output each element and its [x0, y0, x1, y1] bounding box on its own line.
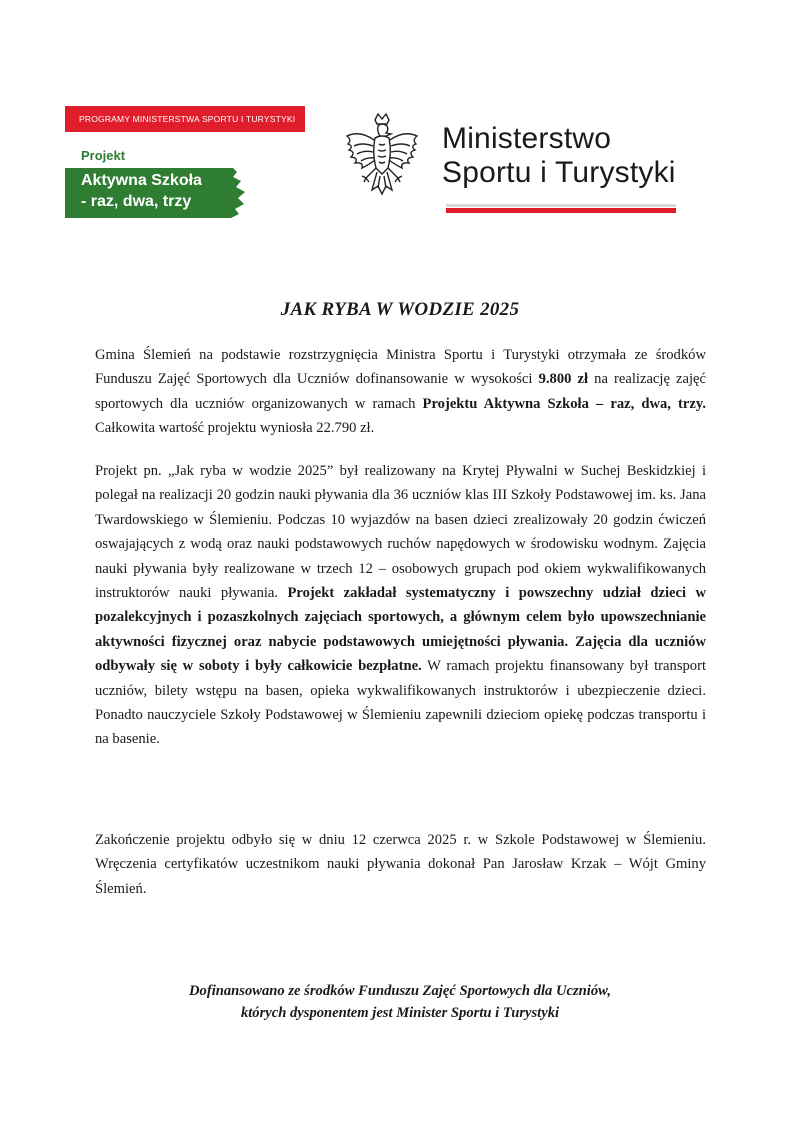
project-name: Projektu Aktywna Szkoła – raz, dwa, trzy. [422, 395, 706, 412]
program-name-line1: Aktywna Szkoła [81, 172, 202, 189]
program-label: Projekt [81, 148, 126, 163]
footer-line2: których dysponentem jest Minister Sportu i Turystyki [240, 1005, 560, 1021]
paragraph-text: Projekt pn. „Jak ryba w wodzie 2025” był realizowany na Krytej Pływalni w Suchej Beskidzkiej i polegał na realizacji 20 godzin nauki pływania dla 36 uczniów klas III Szkoły Podstawowej im. ks. Jana Twardowskiego w Ślemieniu. Podczas 10 wyjazdów na basen dzieci zrealizowały 20 godzin ćwiczeń oswajających z wodą oraz nauki podstawowych ruchów napędowych w środowisku wodnym. Zajęcia nauki pływania były realizowane w trzech 12 – osobowych grupach pod okiem wykwalifikowanych instruktorów nauki pływania. [95, 463, 706, 602]
document-title: JAK RYBA W WODZIE 2025 [280, 299, 520, 320]
paragraph-text: Całkowita wartość projektu wyniosła 22.790 zł. [95, 420, 375, 437]
flag-stripe-white [446, 204, 676, 207]
program-name-line2: - raz, dwa, trzy [81, 193, 192, 210]
program-logo [65, 106, 305, 218]
project-goal-text: Projekt zakładał systematyczny i powszechny udział dzieci w pozalekcyjnych i pozaszkolnych zajęciach sportowych, a głównym celem było upowszechnianie aktywności fizycznej oraz nabycie podstawowych umiejętności pływania. Zajęcia dla uczniów odbywały się w soboty i były całkowicie bezpłatne. [95, 585, 706, 675]
funding-footer [0, 980, 800, 1024]
program-name-badge [65, 168, 247, 218]
funding-amount: 9.800 zł [538, 371, 589, 388]
ministry-name-line1: Ministerstwo [442, 122, 612, 155]
ministry-name-line2: Sportu i Turystyki [442, 156, 676, 189]
paragraph-funding [95, 343, 706, 441]
flag-stripe-red [446, 208, 676, 213]
paragraph-text: W ramach projektu finansowany był transport uczniów, bilety wstępu na basen, opieka wykwalifikowanych instruktorów i ubezpieczenie dzieci. Ponadto nauczyciele Szkoły Podstawowej w Ślemieniu zapewnili dzieciom opiekę podczas transportu i na basenie. [95, 658, 707, 748]
paragraph-conclusion: Zakończenie projektu odbyło się w dniu 12 czerwca 2025 r. w Szkole Podstawowej w Ślemieniu. Wręczenia certyfikatów uczestnikom nauki pływania dokonał Pan Jarosław Krzak – Wójt Gminy Ślemień. [95, 832, 706, 897]
footer-line1: Dofinansowano ze środków Funduszu Zajęć Sportowych dla Uczniów, [189, 983, 611, 999]
paragraph-text: na realizację zajęć sportowych dla uczniów organizowanych w ramach [95, 371, 706, 412]
paragraph-project-description [95, 459, 706, 752]
eagle-emblem-icon [342, 112, 422, 210]
paragraph-text: Gmina Ślemień na podstawie rozstrzygnięcia Ministra Sportu i Turystyki otrzymała ze środków Funduszu Zajęć Sportowych dla Uczniów dofinansowanie w wysokości [95, 347, 706, 388]
ministry-logo [342, 112, 677, 217]
program-banner: PROGRAMY MINISTERSTWA SPORTU I TURYSTYKI [65, 106, 305, 132]
